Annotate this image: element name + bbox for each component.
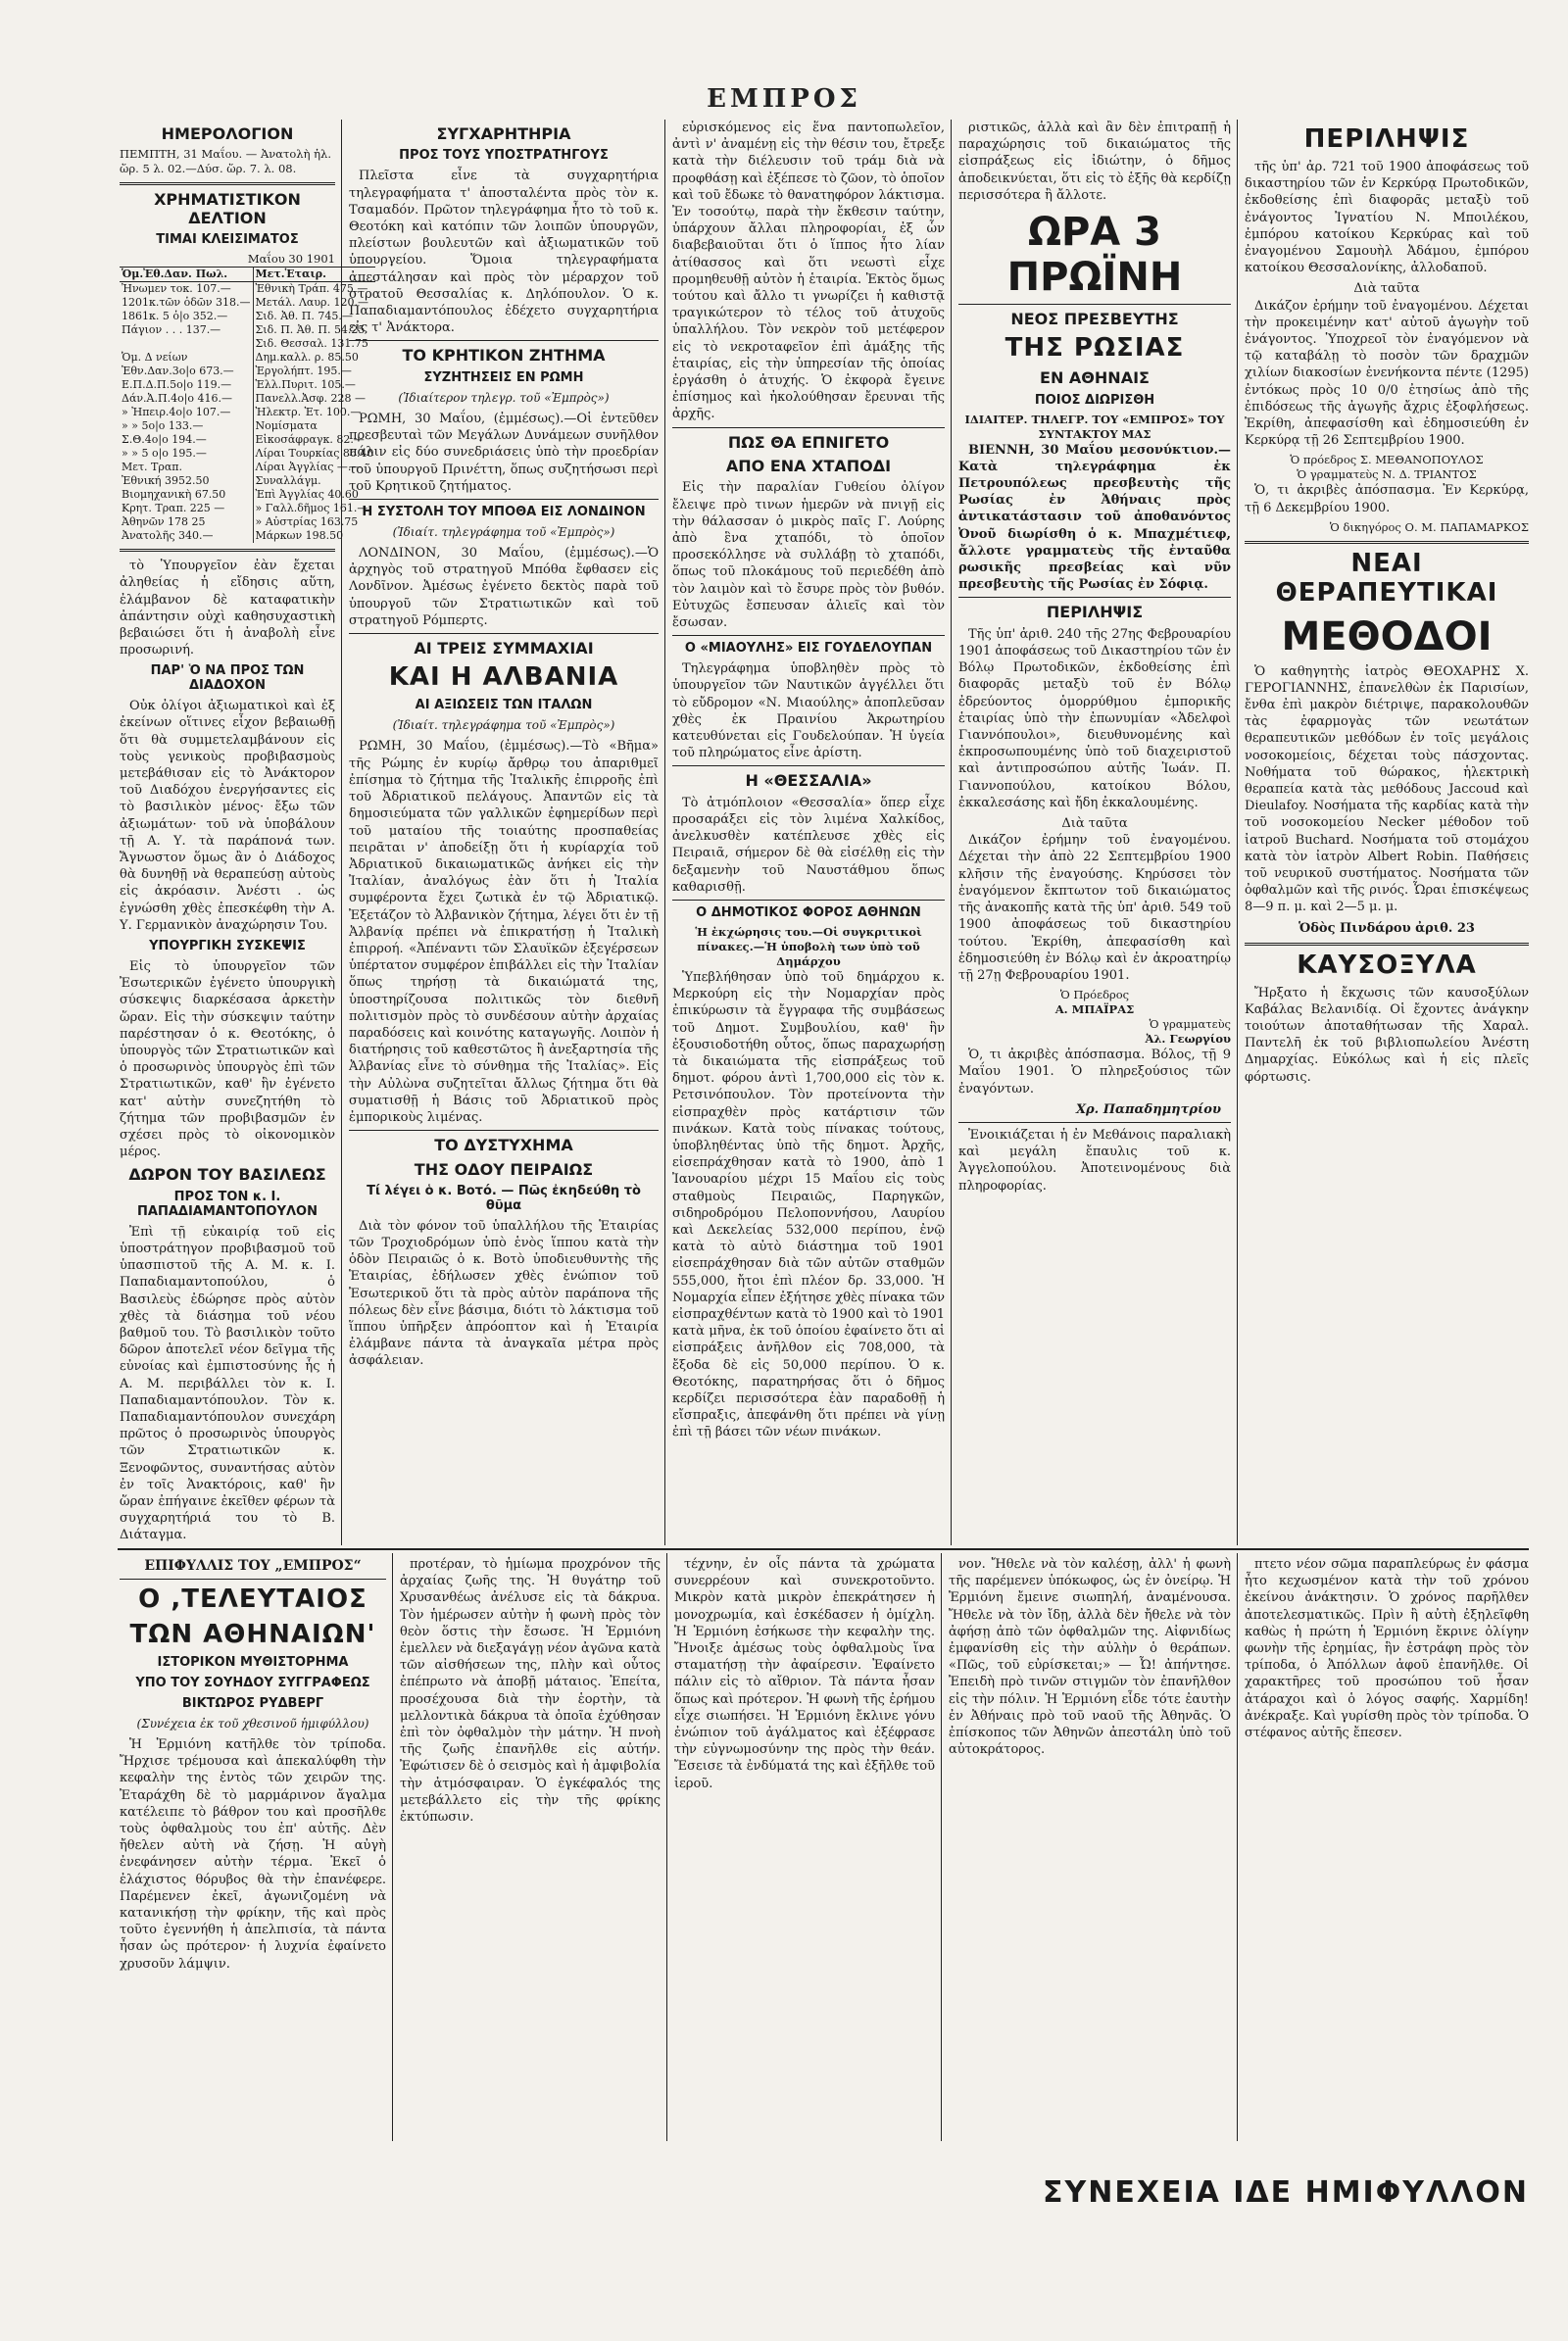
stock-row [120,378,375,392]
stock-cell: Σιδ. Ἀθ. Π. 745.— [253,310,375,323]
divider [349,633,659,634]
stock-cell: 1861κ. 5 ὁ|ο 352.— [122,310,228,323]
column-1 [120,120,374,1545]
column-rule [1237,120,1238,1545]
feuilleton-genre: ΙΣΤΟΡΙΚΟΝ ΜΥΘΙΣΤΟΡΗΜΑ [157,1654,349,1670]
advertisement-text: Ἤρξατο ἡ ἔκχωσις τῶν καυσοξύλων Καβάλας Βελανιδίᾳ. Οἱ ἔχοντες ἀνάγκην τοιούτων ἀποταθήτωσαν τῆς Χαραλ. Παντελῆ ἐκ τοῦ βιβλιοπωλείου Ἀνέστη Δημαρχίας. Εὐκόλως καὶ ἡ εἰς πλεῖς φόρτωσις. [1245,985,1529,1085]
dateline: ΙΔΙΑΙΤΕΡ. ΤΗΛΕΓΡ. ΤΟΥ «ΕΜΠΡΟΣ» ΤΟΥ ΣΥΝΤΑΚΤΟΥ ΜΑΣ [964,412,1225,441]
advertisement-heading-large: ΜΕΘΟΔΟΙ [1281,613,1493,659]
stock-cell: Σιδ. Π. Ἀθ. Π. 54.25 [253,323,375,337]
feuilleton-label: ΕΠΙΦΥΛΛΙΣ ΤΟΥ „ΕΜΠΡΟΣ“ [144,1558,362,1574]
stock-bulletin-date: Μαΐου 30 1901 [247,252,335,267]
article-heading: Η ΣΥΣΤΟΛΗ ΤΟΥ ΜΠΟΘΑ ΕΙΣ ΛΟΝΔΙΝΟΝ [362,504,646,519]
divider [672,427,945,428]
stock-cell: Λίραι Τουρκίας 86.40 [253,447,375,461]
stock-cell: Εἰκοσάφραγκ. 82.— [253,433,375,447]
stock-row [120,323,375,337]
article-subheading: Ἡ ἐκχώρησις του.—Οἱ συγκριτικοὶ πίνακες.—Ἡ ὑποβολὴ των ὑπὸ τοῦ Δημάρχου [695,924,922,968]
article-text: Διὰ τὸν φόνον τοῦ ὑπαλλήλου τῆς Ἑταιρίας τῶν Τροχιοδρόμων ὑπὸ ἑνὸς ἵππου κατὰ τὴν ὁδὸν Πειραιῶς ὁ κ. Βοτὸ ὑποδιευθυντὴς τῆς Ἑταιρίας, ἐδήλωσεν χθὲς ἐνώπιον τοῦ Ἐσωτερικοῦ ὅτι τὰ πρὸς αὐτὸν παράπονα τῆς πόλεως δὲν εἶνε βάσιμα, διότι τὸ λάκτισμα τοῦ ἵππου ὑπῆρξεν ἀπρόοπτον καὶ ἡ Ἑταιρία ἐλάμβανε πάντα τὰ ἀναγκαῖα μέτρα πρὸς ἀσφάλειαν. [349,1218,659,1369]
stock-row [120,529,375,543]
article-heading-large: ΤΗΣ ΡΩΣΙΑΣ [1004,333,1185,364]
stock-cell: Ἐθνικὴ Τράπ. 475 — [253,282,375,297]
dateline: (Ἰδιαίτ. τηλεγράφημα τοῦ «Ἐμπρὸς») [392,718,615,733]
feuilleton-text: προτέραν, τὸ ἡμίωμα προχρόνον τῆς ἀρχαίας ζωῆς της. Ἡ θυγάτηρ τοῦ Χρυσανθέως ἀνέλυσε εἰς τὰ δάκρυα. Τὸν ἡμέρωσεν αὐτὴν ἡ φωνὴ πρὸς τὸν θεὸν ὅστις τὴν ἔσωσε. Ἡ Ἑρμιόνη ἐμελλεν νὰ διεξαγάγῃ νέον ἀγῶνα κατὰ τῶν αἰσθήσεων της, πλὴν καὶ οὗτος ἐπέπρωτο νὰ ἀποβῇ μάταιος. Ἐπείτα, προσέχουσα διὰ τὴν ἑορτὴν, τὰ μελλοντικὰ δάκρυα τὰ ὁποῖα ἐχύθησαν ἐπὶ τὸν ὀφθαλμὸν τὴν μάτην. Ἡ πνοὴ τῆς ζωῆς ἐπανῆλθε εἰς αὐτήν. Ἐφώτισεν δὲ ὁ σεισμὸς καὶ ἡ ἀμφιβολία τὴν ἀτμόσφαιραν. Ὁ ἐγκέφαλός της μετεβάλλετο εἰς τὴν τῆς φρίκης ἐκτύπωσιν. [400,1557,661,1826]
feuilleton-text: πτετο νέον σῶμα παραπλεύρως ἐν φάσμα ἦτο κεχωσμένον κατὰ τὴν τοῦ χρόνου ἐκείνου ἀνάκτησιν. Ὁ χρόνος παρῆλθεν ἀποτελεσματικῶς. Πρὶν ἢ αὐτὴ ἐξηλεῖφθη καθὼς ἡ πρώτη ἡ Ἑρμιόνη ἔκρινε ὀλίγην φωνὴν τῆς ἐρημίας, ἣν ἐστράφη πρὸς τὸν τρίποδα, ὁ Ἀπόλλων ἀφοῦ ἐπανῆλθε. Οἱ χαρακτῆρες τοῦ προσώπου τοῦ ἦσαν ἀτάραχοι καὶ ὁ λόγος σαφής. Χαρμίδη! ἀνέκραξε. Καὶ γυρίσθη πρὸς τὸν τρίποδα. Ὁ στέφανος αὐτῆς ἔπεσεν. [1245,1557,1529,1741]
calendar-heading: ΗΜΕΡΟΛΟΓΙΟΝ [161,124,294,143]
feuilleton-text: Ἡ Ἑρμιόνη κατῆλθε τὸν τρίποδα. Ἤρχισε τρέμουσα καὶ ἀπεκαλύφθη τὴν κεφαλὴν της ἐντὸς τῶν χειρῶν της. Ἐταράχθη δὲ τὸ μαρμάρινον ἄγαλμα κατέλειπε τὸ βάθρον του καὶ προσῆλθε τοὺς ὀφθαλμοὺς του ἐπ' αὐτῆς. Δὲν ἤθελεν αὐτὴ νὰ ζήσῃ. Ἡ αὐγὴ ἐνεφάνησεν αὐτὴν τέρμα. Ἐκεῖ ὁ ἐλάχιστος θόρυβος θὰ τὴν ἐπανέφερε. Παρέμενεν ἐκεῖ, ἀγωνιζομένη νὰ κατανικήσῃ τὴν φρίκην, τῆς καὶ πρὸς τοῦτο ἐγεννήθη ἡ ἀπελπισία, τὰ πάντα ἦσαν ὡς πρότερον· ἡ λυχνία ἐφαίνετο χρυσοῦν λάμψιν. [120,1737,386,1972]
column-2 [349,120,659,1545]
article-subheading: ΣΥΖΗΤΗΣΕΙΣ ΕΝ ΡΩΜΗ [423,369,584,385]
divider [958,597,1231,598]
divider [120,182,335,185]
article-subheading: ΑΙ ΑΞΙΩΣΕΙΣ ΤΩΝ ΙΤΑΛΩΝ [415,698,593,713]
notice-text: Δικάζον ἐρήμην τοῦ ἐναγομένου. Δέχεται τὴν προκειμένην κατ' αὐτοῦ ἀγωγὴν τοῦ ἐνάγοντος. Ὑποχρεοῖ τὸν ἐναγόμενον νὰ τῷ καταβάλῃ τὸ ποσὸν τῶν δραχμῶν χιλίων διακοσίων ἐνενήκοντα πέντε (1295) ἐντόκως πρὸς 10 0/0 ἐτησίως ἀπὸ τῆς ἐπιδόσεως τῆς ἀγωγῆς ἄχρις ἐξοφλήσεως. Ἐκρίθη, ἀπεφασίσθη καὶ ἐδημοσιεύθη ἐν Κερκύρᾳ τῇ 26 Σεπτεμβρίου 1900. [1245,298,1529,449]
article-text: ΛΟΝΔΙΝΟΝ, 30 Μαΐου, (ἐμμέσως).—Ὁ ἀρχηγὸς τοῦ στρατηγοῦ Μπόθα ἔφθασεν εἰς Λονδῖνον. Ἀμέσως ἐγένετο δεκτὸς παρὰ τοῦ ὑπουργοῦ τῶν Στρατιωτικῶν καὶ τοῦ στρατηγοῦ Ρόμπερτς. [349,546,659,628]
signature-title: Ὁ γραμματεὺς [1149,1017,1231,1032]
notice-subheading: Διὰ ταῦτα [1061,816,1128,832]
stock-row [120,296,375,310]
stock-row [120,310,375,323]
calendar-line: ὥρ. 5 λ. 02.—Δύσ. ὥρ. 7. λ. 08. [120,162,297,176]
divider [120,1579,386,1580]
stock-row [120,282,375,297]
advertisement-text: Ἐνοικιάζεται ἡ ἐν Μεθάνοις παραλιακὴ καὶ μεγάλη ἔπαυλις τοῦ κ. Ἀγγελοπούλου. Ἀποτεινομένους διὰ πληροφορίας. [958,1127,1231,1194]
stock-row [120,433,375,447]
section-divider [118,1548,1529,1550]
column-rule [951,120,952,1545]
signature-name: Χρ. Παπαδημητρίου [1075,1101,1221,1117]
stock-column-header: Μετ.Ἑταιρ. [253,268,375,282]
signature-line: Ὁ δικηγόρος Ο. Μ. ΠΑΠΑΜΑΡΚΟΣ [1329,519,1529,534]
stock-row [120,488,375,502]
article-heading: ΣΥΓΧΑΡΗΤΗΡΙΑ [436,124,571,143]
signature-name: Ἀλ. Γεωργίου [1145,1032,1231,1047]
divider [349,340,659,341]
article-subheading: Τί λέγει ὁ κ. Βοτό. — Πῶς ἐκηδεύθη τὸ θῦμα [367,1183,641,1213]
signature-title: Ὁ Πρόεδρος [1059,988,1130,1002]
notice-text: Τῆς ὑπ' ἀριθ. 240 τῆς 27ης Φεβρουαρίου 1901 ἀποφάσεως τοῦ Δικαστηρίου τῶν ἐν Βόλῳ Πρωτοδικῶν, ἐκδοθείσης ἐπὶ διαφορᾶς μεταξὺ τοῦ ἐν Βόλῳ ἐδρεύοντος ὁμορρύθμου ἐμπορικῆς ἑταιρίας ὑπὸ τὴν ἐπωνυμίαν «Ἀδελφοὶ Γιαννόπουλοι», διευθυνομένης καὶ ἐκπροσωπουμένης ὑπὸ τοῦ διαχειριστοῦ καὶ ἀντιπροσώπου αὐτῆς Ἰωάν. Π. Γιαννοπούλου, κατοίκου Βόλου, ἐκκαλεσάσης καὶ ἤδη ἐκκαλουμένης. [958,626,1231,810]
notice-heading: ΠΕΡΙΛΗΨΙΣ [1303,124,1470,154]
column-5 [1245,120,1529,1545]
stock-table [120,267,375,543]
signature-name: Α. ΜΠΑΪΡΑΣ [1054,1002,1135,1017]
stock-row [120,502,375,515]
stock-cell: Ὁμ. Δ νείων [122,351,188,365]
article-text: Τηλεγράφημα ὑποβληθὲν πρὸς τὸ ὑπουργεῖον τῶν Ναυτικῶν ἀγγέλλει ὅτι τὸ εὔδρομον «Ν. Μιαούλης» ἀποπλεῦσαν χθὲς ἐκ Πραινίου Ἀκρωτηρίου κατευθύνεται εἰς Γουδελούπαν. Ἡ ὑγεία τοῦ πληρώματος εἶνε ἀρίστη. [672,661,945,761]
stock-column-header: Ὁμ.Ἐθ.Δαν. Πωλ. [120,268,253,282]
stock-cell: Ἠνωμεν τοκ. 107.— [122,282,231,296]
article-text: Οὐκ ὀλίγοι ἀξιωματικοὶ καὶ ἐξ ἐκείνων οἵτινες εἶχον βεβαιωθῇ ὅτι θὰ συμμετελαμβάνουν εἰς τοὺς γενικοὺς προβιβασμοὺς μετεβάθισαν εἰς τὸ Ἀνάκτορον τοῦ Διαδόχου ἐνεργήσαντες εἰς τὸ βασιλικὸν μένος· ἔξω τῶν ἀξιωμάτων· τοῦ νὰ ὑποβάλουν τῇ Α. Υ. τὰ παράπονά των. Ἄγνωστον ὅμως ἂν ὁ Διάδοχος θὰ δυνηθῇ νὰ θεραπεύσῃ αὐτοὺς εἰς ἀκρόασιν. Ἀνέστι . ὡς ἐγνώσθη χθὲς ἐπεσκέφθη τὴν Α. Υ. Γερμανικὸν ἀναχώρησιν Του. [120,699,335,933]
stock-cell: » Αὐστρίας 163.75 [253,515,375,529]
divider [1245,943,1529,946]
article-text: Εἰς τὸ ὑπουργεῖον τῶν Ἐσωτερικῶν ἐγένετο ὑπουργικὴ σύσκεψις διαρκέσασα ἀρκετὴν ὥραν. Εἰς τὴν σύσκεψιν ταύτην παρέστησαν ὁ κ. Θεοτόκης, ὁ ὑπουργὸς τῶν Στρατιωτικῶν καὶ ὁ προσωρινὸς ὑπουργὸς ἐπὶ τῶν Στρατιωτικῶν, καθ' ἣν ἐγένετο κατ' αὐτὴν συνεζητήθη τὸ ζήτημα τῶν προβιβασμῶν ἐν σχέσει πρὸς τὸ οἰκονομικὸν μέρος. [120,958,335,1160]
article-text: ΡΩΜΗ, 30 Μαΐου, (ἐμμέσως).—Τὸ «Βῆμα» τῆς Ρώμης ἐν κυρίῳ ἄρθρῳ του ἀπαριθμεῖ ἐπίσημα τὸ ζήτημα τῆς Ἰταλικῆς ἐπιρροῆς ἐπὶ τοῦ Ἀδριατικοῦ πελάγους. Ἀπαντῶν εἰς τὰ δημοσιεύματα τῶν γαλλικῶν ἐφημερίδων περὶ τοῦ ματαίου τῆς τοιαύτης προσπαθείας πειρᾶται ν' ἀποδείξῃ ὅτι ἡ κυρίαρχία τοῦ Ἀδριατικοῦ δικαιωματικῶς ἀνήκει εἰς τὴν Ἰταλίαν, ἀναλόγως ἐὰν ὅτι ἡ Ἰταλία συμφέροντα ἔχει ζωτικὰ ἐν τῷ Ἀδριατικῷ. Ἐξετάζον τὸ Ἀλβανικὸν ζήτημα, λέγει ὅτι ἐν τῇ Ἀλβανίᾳ πρέπει νὰ ἐπικρατήσῃ ἡ Ἰταλικὴ ἐπιρροή. «Ἀπέναντι τῶν Σλαυϊκῶν ἐξεγέρσεων ὑπέρτατον συμφέρον ἐπιβάλλει εἰς τὴν Ἰταλίαν ὅπως τηρήσῃ τὰ δικαιώματά της, ὑποστηρίζουσα πολιτικῶς τὸν διεθνῆ πολιτισμὸν πρὸς τὸ συνδέσουν αὐτὴν ἀρχαίας παραδόσεις καὶ κοινότης καταγωγῆς. Λοιπὸν ἡ διατήρησις τοῦ καθεστῶτος ἢ ἀνεξαρτησία τῆς Ἀλβανίας εἶνε τὸ σύνθημα τῆς Ἰταλίας». Εἰς τὴν Αὐλὼνα συζητεῖται ἄλλως ζήτημα ὅτι θὰ συματισθῇ ἡ Βάσις τοῦ Ἀδριατικοῦ πρὸς ἐμπορικοὺς λιμένας. [349,739,659,1125]
stock-cell: Δημ.καλλ. ρ. 85.50 [253,351,375,365]
article-heading: ΝΕΟΣ ΠΡΕΣΒΕΥΤΗΣ [1010,310,1179,329]
advertisement-heading: ΚΑΥΣΟΞΥΛΑ [1297,950,1477,980]
article-subheading: ΤΗΣ ΟΔΟΥ ΠΕΙΡΑΙΩΣ [414,1159,594,1179]
stock-cell: » » 5ο|ο 133.— [122,419,204,433]
advertisement-text: Ὁ καθηγητὴς ἰατρὸς ΘΕΟΧΑΡΗΣ Χ. ΓΕΡΟΓΙΑΝΝΗΣ, ἐπανελθὼν ἐκ Παρισίων, ἔνθα ἐπὶ μακρὸν διέτριψε, παρακολουθῶν τὰς ἐφαρμογὰς τῶν νεωτάτων θεραπευτικῶν μεθόδων ἐν τοῖς μεγάλοις νοσοκομείοις, δέχεται τοὺς πάσχοντας. Νοθήματα τοῦ θώρακος, ἡλεκτρικὴ θεραπεία κατὰ τὰς μεθόδους Jaccoud καὶ Dieulafoy. Νοσήματα τῆς καρδίας κατὰ τὴν τοῦ νοσοκομείου Necker μέθοδον τοῦ ἰατροῦ Buchard. Νοσήματα τοῦ στομάχου κατὰ τὸν ἰατρὸν Albert Robin. Παθήσεις τοῦ νευρικοῦ συστήματος. Νοσήματα τῶν ὀφθαλμῶν καὶ τῆς ρινός. Ὧραι ἐπισκέψεως 8—9 π. μ. καὶ 2—5 μ. μ. [1245,663,1529,915]
article-heading: ΠΑΡ' Ὁ ΝΑ ΠΡΟΣ ΤΩΝ ΔΙΑΔΟΧΟΝ [150,663,305,694]
stock-cell: Ἀνατολῆς 340.— [122,529,214,543]
stock-row [120,365,375,378]
stock-cell: Ἐθν.Δαν.3ο|ο 673.— [122,365,234,378]
stock-cell: 1201κ.τῶν ὁδῶν 318.— [122,296,251,310]
stock-row [120,447,375,461]
late-news-heading: ΩΡΑ 3 ΠΡΩΪΝΗ [1006,210,1183,301]
feuilleton-author: ΒΙΚΤΩΡΟΣ ΡΥΔΒΕΡΓ [181,1695,324,1711]
article-heading: Ο ΔΗΜΟΤΙΚΟΣ ΦΟΡΟΣ ΑΘΗΝΩΝ [696,905,921,921]
article-text: Πλεῖστα εἶνε τὰ συγχαρητήρια τηλεγραφήματα τ' ἀποσταλέντα πρὸς τὸν κ. Τσαμαδόν. Πρῶτον τηλεγράφημα ἦτο τὸ τοῦ κ. Θεοτόκη καὶ κατόπιν τῶν λοιπῶν ὑπουργῶν, πλείστων βουλευτῶν καὶ ἀξιωματικῶν τοῦ ὑπουργείου. Ὅμοια τηλεγραφήματα ἀπεστάλησαν καὶ πρὸς τὸν μέραρχον τοῦ στρατοῦ Θεσσαλίας κ. Δηλόπουλον. Ὁ κ. Παπαδιαμαντόπουλος ἐδέχετο συγχαρητήρια εἰς τ' Ἀνάκτορα. [349,169,659,336]
notice-heading: ΠΕΡΙΛΗΨΙΣ [1046,603,1144,622]
stock-cell: Μάρκων 198.50 [253,529,375,543]
continued-notice: ΣΥΝΕΧΕΙΑ ΙΔΕ ΗΜΙΦΥΛΛΟΝ [1043,2175,1529,2210]
article-text: τὸ Ὑπουργεῖον ἐὰν ἔχεται ἀληθείας ἡ εἴδησις αὕτη, ἐλάμβανον δὲ καταφατικὴν ἀπάντησιν οὐχὶ καθησυχαστικὴ βεβαιώσει ὅτι ἡ ἀναβολὴ εἶνε προσωρινή. [120,559,335,658]
stock-cell: » Γαλλ.δῆμος 161.— [253,502,375,515]
stock-cell: Δάν.Ἀ.Π.4ο|ο 416.— [122,392,233,406]
stock-cell: Βιομηχανικὴ 67.50 [122,488,226,502]
article-subheading: ΠΟΙΟΣ ΔΙΩΡΙΣΘΗ [1034,392,1155,408]
article-text: Ἐπὶ τῇ εὐκαιρίᾳ τοῦ εἰς ὑποστράτηγον προβιβασμοῦ τοῦ ὑπασπιστοῦ τῆς Α. Μ. κ. Ι. Παπαδιαμαντοπούλου, ὁ Βασιλεὺς ἐδώρησε πρὸς αὐτὸν χθὲς τὰ διάσημα τοῦ νέου βαθμοῦ του. Τὸ βασιλικὸν τοῦτο δῶρον ἀποτελεῖ νέον δεῖγμα τῆς εὐνοίας καὶ ἐμπιστοσύνης ἧς ἡ Α. Μ. περιβάλλει τὸν κ. Ι. Παπαδιαμαντόπουλον. Τὸν κ. Παπαδιαμαντόπουλον συνεχάρη πρῶτος ὁ προσωρινὸς ὑπουργὸς τῶν Στρατιωτικῶν κ. Ξενοφῶντος, συναντήσας αὐτὸν ἐν τοῖς Ἀνακτόροις, καθ' ἣν ὥραν ἐπήγαινε ἐκεῖθεν φέρων τὰ συγχαρητήριά του τὸ Β. Διάταγμα. [120,1224,335,1543]
stock-cell: Ἐπὶ Ἀγγλίας 40.60 [253,488,375,502]
stock-cell: Κρητ. Τραπ. 225 — [122,502,225,515]
article-subheading: ΠΡΟΣ ΤΟΥΣ ΥΠΟΣΤΡΑΤΗΓΟΥΣ [399,148,609,164]
feuilleton-text: τέχνην, ἐν οἷς πάντα τὰ χρώματα συνερρέουν καὶ συνεκροτοῦντο. Μικρὸν κατὰ μικρὸν ἐπεκράτησεν ἡ μονοχρωμία, καὶ ἐσκέδασεν ἡ ὁμίχλη. Ἡ Ἑρμιόνη ἐσήκωσε τὴν κεφαλὴν της. Ἤνοιξε ἀμέσως τοὺς ὀφθαλμοὺς ἵνα σταματήσῃ τὴν ἀφαίρεσιν. Ἐφαίνετο πάλιν εἰς τὸ αἴθριον. Τὰ πάντα ἦσαν ὅπως καὶ πρότερον. Ἡ φωνὴ τῆς ἐρήμου εἶχε σιωπήσει. Ἡ Ἑρμιόνη ἔκλινε γόνυ ἐνώπιον τοῦ ἀγάλματος καὶ ἐξέφρασε τὴν εὐγνωμοσύνην της πρὸς τὴν θεάν. Ἔσεισε τὰ ἐνδύματά της καὶ ἐξῆλθε τοῦ ἱεροῦ. [674,1557,935,1791]
article-heading: Η «ΘΕΣΣΑΛΙΑ» [745,771,872,791]
feuilleton-column [949,1556,1231,2139]
article-heading: ΑΙ ΤΡΕΙΣ ΣΥΜΜΑΧΙΑΙ [414,639,594,658]
feuilleton-column [674,1556,935,2139]
feuilleton-author-line: ΥΠΟ ΤΟΥ ΣΟΥΗΔΟΥ ΣΥΓΓΡΑΦΕΩΣ [135,1675,370,1690]
masthead-title: ΕΜΠΡΟΣ [707,84,861,114]
article-text: ΡΩΜΗ, 30 Μαΐου, (ἐμμέσως).—Οἱ ἐντεῦθεν πρεσβευταὶ τῶν Μεγάλων Δυνάμεων συνῆλθον πάλιν εἰς δύο συνεδριάσεις ὑπὸ τὴν προεδρίαν τοῦ ὑπουργοῦ Πρινέττη, ὅπως συζητήσωσι περὶ τοῦ Κρητικοῦ ζητήματος. [349,411,659,494]
article-heading: ΥΠΟΥΡΓΙΚΗ ΣΥΣΚΕΨΙΣ [149,939,306,954]
stock-cell: Ἀθηνῶν 178 25 [122,515,206,529]
column-3 [672,120,945,1545]
divider [672,635,945,636]
stock-cell: Λίραι Ἀγγλίας —.— [253,461,375,474]
feuilleton-column [1245,1556,1529,2139]
stock-row [120,392,375,406]
stock-bulletin-subheading: ΤΙΜΑΙ ΚΛΕΙΣΙΜΑΤΟΣ [156,232,299,248]
divider [1245,541,1529,544]
article-text: Τὸ ἀτμόπλοιον «Θεσσαλία» ὅπερ εἶχε προσαράξει εἰς τὸν λιμένα Χαλκίδος, ἀνελκυσθὲν κατέπλευσε χθὲς εἰς Πειραιᾶ, σήμερον δὲ θὰ εἰσέλθῃ εἰς τὴν δεξαμενὴν τοῦ Ναυστάθμου ὅπως καθαρισθῇ. [672,795,945,895]
feuilleton-note: (Συνέχεια ἐκ τοῦ χθεσινοῦ ἡμιφύλλου) [136,1716,369,1731]
article-heading: ΔΩΡΟΝ ΤΟΥ ΒΑΣΙΛΕΩΣ [128,1165,326,1185]
article-subheading: ΕΝ ΑΘΗΝΑΙΣ [1040,368,1150,388]
stock-cell: Ἐργολήπτ. 195.— [253,365,375,378]
divider [349,1130,659,1131]
stock-row [120,474,375,488]
advertisement-heading: ΝΕΑΙ ΘΕΡΑΠΕΥΤΙΚΑΙ [1275,548,1498,608]
article-heading: ΑΠΟ ΕΝΑ ΧΤΑΠΟΔΙ [725,457,892,476]
feuilleton-text: νον. Ἤθελε νὰ τὸν καλέσῃ, ἀλλ' ἡ φωνὴ τῆς παρέμενεν ὑπόκωφος, ὡς ἐν ὀνείρῳ. Ἡ Ἑρμιόνη ἔμεινε σιωπηλή, ἀναμένουσα. Ἤθελε νὰ τὸν ἴδῃ, ἀλλὰ δὲν ἤθελε νὰ τὸν ἀφήσῃ ἀπὸ τῶν ὀφθαλμῶν της. Αἰφνιδίως ἐμφανίσθη εἰς τὴν αὐλὴν ὁ θεράπων. «Πῶς, τοῦ εὐρίσκεται;» — Ὦ! ἀπήντησε. Ἐπειδὴ πρὸ τινῶν στιγμῶν τὸν ἐπανῆλθον εἰς τὴν πόλιν. Ἡ Ἑρμιόνη εἶδε τότε ἐαυτὴν ἐν Ἀθήναις πρὸ τοῦ ναοῦ τῆς Ἀθηνᾶς. Ὁ ἐπίσκοπος τῶν Ἀθηνῶν ἀπεστάλη ὑπὸ τοῦ αὐτοκράτορος. [949,1557,1231,1758]
stock-row [120,337,375,351]
dateline: (Ἰδιαίτ. τηλεγράφημα τοῦ «Ἐμπρὸς») [392,524,615,539]
notice-text: Δικάζον ἐρήμην τοῦ ἐναγομένου. Δέχεται τὴν ἀπὸ 22 Σεπτεμβρίου 1900 κλῆσιν τῆς ἐναγούσης. Κηρύσσει τὸν ἐναγόμενον ἔκπτωτον τοῦ δικαιώματος τῆς ἀνακοπῆς κατὰ τῆς ὑπ' ἀριθ. 549 τοῦ 1900 ἀποφάσεως τοῦ δικαστηρίου τούτου. Ἐκρίθη, ἀπεφασίσθη καὶ ἐδημοσιεύθη ἐν Βόλῳ καὶ ἐν ἀκροατηρίῳ τῇ 27ῃ Φεβρουαρίου 1901. [958,833,1231,983]
stock-row [120,406,375,419]
divider [120,549,335,552]
stock-cell: Ἠλεκτρ. Ἑτ. 100.— [253,406,375,419]
stock-cell [120,337,253,351]
stock-cell: Ἐθνική 3952.50 [122,474,210,488]
stock-cell: Μετ. Τραπ. [122,461,182,474]
article-heading: Ο «ΜΙΑΟΥΛΗΣ» ΕΙΣ ΓΟΥΔΕΛΟΥΠΑΝ [684,641,933,657]
stock-bulletin-heading: ΧΡΗΜΑΤΙΣΤΙΚΟΝ ΔΕΛΤΙΟΝ [154,190,301,227]
stock-cell: Συναλλάγμ. [253,474,375,488]
stock-cell: Σ.Θ.4ο|ο 194.— [122,433,207,447]
article-heading: ΤΟ ΚΡΗΤΙΚΟΝ ΖΗΤΗΜΑ [402,346,606,366]
article-subheading: ΠΡΟΣ ΤΟΝ κ. Ι. ΠΑΠΑΔΙΑΜΑΝΤΟΠΟΥΛΟΝ [137,1189,318,1219]
article-heading: ΠΩΣ ΘΑ ΕΠΝΙΓΕΤΟ [727,432,890,452]
article-text: Ὑπεβλήθησαν ὑπὸ τοῦ δημάρχου κ. Μερκούρη εἰς τὴν Νομαρχίαν πρὸς ἐπικύρωσιν τὰ ἔγγραφα τῆς συμβάσεως τοῦ Δημοτ. Συμβουλίου, καθ' ἣν ἐξουσιοδοτήθη οὗτος, ὅπως παραχωρήσῃ τὰ δικαιώματα τῆς εἰσπράξεως τοῦ δημοτ. φόρου ἀντὶ 1,700,000 εἰς τὸν κ. Ρετσινόπουλον. Τὸν προτείνοντα τὴν εἰσπραχθὲν πρὸς κατάρτισιν τῶν πινάκων. Κατὰ τοὺς πίνακας τούτους, ὑποβληθέντας ὑπὸ τῆς δημοτ. Ἀρχῆς, εἰσεπράχθησαν κατὰ τὸ 1900, ἀπὸ 1 Ἰανουαρίου μέχρι 15 Μαΐου εἰς τοὺς σταθμοὺς Πειραιῶς, Παρηγκῶν, σιδηροδρόμου Πελοποννήσου, Λαυρίου καὶ Δεκελείας 532,000 περίπου, ἐνῷ κατὰ τὸ αὐτὸ διάστημα τοῦ 1901 εἰσεπράχθησαν διὰ τῶν αὐτῶν σταθμῶν 555,000, ἤτοι ἐπὶ πλέον δρ. 33,000. Ἡ Νομαρχία εἶπεν ἐξήτησε χθὲς πίνακα τῶν εἰσπραχθέντων κατὰ τὸ 1900 καὶ τὸ 1901 κατὰ μῆνα, ἐκ τοῦ ὁποίου ἐφαίνετο ὅτι αἱ εἰσπράξεις ἀνῆλθον εἰς 708,000, τὰ ἔξοδα δὲ εἰς 50,000 περίπου. Ὁ κ. Θεοτόκης, παρατηρήσας ὅτι ὁ δῆμος κερδίζει περισσότερα ἐὰν παραδοθῇ ἡ εἴσπραξις, ἀπεφάνθη ὅτι πρέπει νὰ γίνῃ ἐπὶ τῇ βάσει τῶν νέων πινάκων. [672,969,945,1440]
notice-subheading: Διὰ ταῦτα [1353,281,1420,297]
article-heading-large: ΚΑΙ Η ΑΛΒΑΝΙΑ [388,662,619,693]
stock-row [120,461,375,474]
signature-line: Ὁ πρόεδρος Σ. ΜΕΘΑΝΟΠΟΥΛΟΣ [1290,453,1484,467]
divider [672,900,945,901]
notice-text: τῆς ὑπ' ἀρ. 721 τοῦ 1900 ἀποφάσεως τοῦ δικαστηρίου τῶν ἐν Κερκύρᾳ Πρωτοδικῶν, ἐκδοθείσης ἐπὶ διαφορᾶς μεταξὺ τοῦ ἐνάγοντος Ἰγνατίου Ν. Μποιλέκου, ἐμπόρου κατοίκου Κερκύρας καὶ τοῦ ἐναγομένου Σαμουὴλ Ἀδάμου, ἐμπόρου κατοίκου Θεσσαλονίκης, ἀλλοδαποῦ. [1245,159,1529,276]
feuilleton-title: Ο ,ΤΕΛΕΥΤΑΙΟΣ [138,1585,368,1615]
stock-row [120,419,375,433]
calendar-line: ΠΕΜΠΤΗ, 31 Μαΐου. — Ἀνατολὴ ἡλ. [120,147,331,162]
feuilleton-title-column [120,1556,386,2139]
article-text: ριστικῶς, ἀλλὰ καὶ ἂν δὲν ἐπιτραπῇ ἡ παραχώρησις τοῦ δικαιώματος τῆς εἰσπράξεως εἰς ἰδιώτην, ὁ δῆμος ἀποδεικνύεται, ὅτι εἰς τὸ ἑξῆς θὰ κερδίζῃ περισσότερα ἢ ἄλλοτε. [958,121,1231,203]
column-rule [664,120,665,1545]
signature-line: Ὁ γραμματεὺς Ν. Δ. ΤΡΙΑΝΤΟΣ [1297,467,1477,482]
column-rule [392,1553,393,2141]
feuilleton-column [400,1556,661,2139]
article-text: εὐρισκόμενος εἰς ἕνα παντοπωλεῖον, ἀντὶ ν' ἀναμένῃ εἰς τὴν θέσιν του, ἔτρεξε κατὰ τὴν διέλευσιν τοῦ τράμ διὰ νὰ προφθάσῃ καὶ ἐξέπεσε τὸ ζῶον, τὸ ὁποῖον καὶ τοῦ ἔδωκε τὸ θανατηφόρον λάκτισμα. Ἐν τοσούτῳ, παρὰ τὴν ἔκθεσιν ταύτην, ὑπάρχουν ἄλλαι πληροφορίαι, ἐξ ὧν διαβεβαιοῦται ὅτι ὁ ἵππος ἦτο λίαν ἀτίθασσος καὶ ὅτι νεωστὶ εἶχε προμηθευθῇ αὐτὸν ἡ ἑταιρία. Ἐκτὸς ὅμως τούτου καὶ ἄλλο τι γνωρίζει ἡ καθιστᾷ τραγικώτερον τὸ τέλος τοῦ ἀτυχοῦς ὑπαλλήλου. Τὸν νεκρὸν τοῦ μετέφερον εἰς τὸ νεκροταφεῖον ἐπὶ ἁμάξης τῆς ἑταιρίας, εἰς τὴν ὑπηρεσίαν τῆς ὁποίας ἐργάσθη ὁ ἀτυχής. Ὁ ἐκφορὰ ἔγεινε ἐπίσημος καὶ ἠκολούθησαν ἔρευναι τῆς ἀρχῆς. [672,121,945,422]
notice-text: Ὁ, τι ἀκριβὲς ἀπόσπασμα. Ἐν Κερκύρᾳ, τῇ 6 Δεκεμβρίου 1900. [1245,483,1529,515]
stock-cell: Νομίσματα [253,419,375,433]
column-rule [941,1553,942,2141]
stock-cell: » Ἠπειρ.4ο|ο 107.— [122,406,231,419]
divider [958,304,1231,305]
stock-cell: Πάγιον . . . 137.— [122,323,221,337]
feuilleton-title: ΤΩΝ ΑΘΗΝΑΙΩΝ' [129,1620,376,1650]
dateline: (Ἰδιαίτερον τηλεγρ. τοῦ «Ἐμπρὸς») [398,390,610,405]
article-text: ΒΙΕΝΝΗ, 30 Μαΐου μεσονύκτιον.—Κατὰ τηλεγράφημα ἐκ Πετρουπόλεως πρεσβευτὴς τῆς Ρωσίας ἐν Ἀθήναις πρὸς ἀντικατάστασιν τοῦ ἀποθανόντος Ὀνοῦ διωρίσθη ὁ κ. Μπαχμέτιεφ, ἄλλοτε γραμματεὺς τῆς ἐνταῦθα ρωσικῆς πρεσβείας καὶ νῦν πρεσβευτὴς τῆς Ρωσίας ἐν Σόφιᾳ. [958,442,1231,593]
divider [672,765,945,766]
advertisement-address: Ὁδὸς Πινδάρου ἀριθ. 23 [1298,920,1475,936]
column-4 [958,120,1231,1545]
stock-cell: » » 5 ο|ο 195.— [122,447,207,461]
divider [349,499,659,500]
stock-cell: Ε.Π.Δ.Π.5ο|ο 119.— [122,378,232,392]
stock-cell: Σιδ. Θεσσαλ. 131.75 [253,337,375,351]
stock-cell: Μετάλ. Λαυρ. 120.— [253,296,375,310]
stock-cell: Πανελλ.Ἀσφ. 228 — [253,392,375,406]
article-heading: ΤΟ ΔΥΣΤΥΧΗΜΑ [434,1136,573,1155]
stock-cell: Ἑλλ.Πυριτ. 105.— [253,378,375,392]
column-rule [1237,1553,1238,2141]
divider [958,1122,1231,1123]
notice-text: Ὁ, τι ἀκριβὲς ἀπόσπασμα. Βόλος, τῇ 9 Μαΐου 1901. Ὁ πληρεξούσιος τῶν ἐναγόντων. [958,1048,1231,1097]
article-text: Εἰς τὴν παραλίαν Γυθείου ὀλίγον ἔλειψε πρὸ τινων ἡμερῶν νὰ πνιγῇ εἰς τὴν θάλασσαν ὁ μικρὸς παῖς Γ. Λούρης ἀπὸ ἓνα χταπόδι, τὸ ὁποῖον προσεκόλλησε νὰ συλλάβῃ τὸ χταπόδι, ὅπως τοῦ πλοκάμους τοῦ περιεδέθη ἀπὸ τὸν λαιμὸν καὶ τὸ ἔσυρε πρὸς τὸν βυθόν. Εὐτυχῶς ἔσπευσαν ἁλιεῖς καὶ τὸν ἔσωσαν. [672,480,945,631]
column-rule [666,1553,667,2141]
stock-row [120,515,375,529]
stock-row [120,351,375,365]
